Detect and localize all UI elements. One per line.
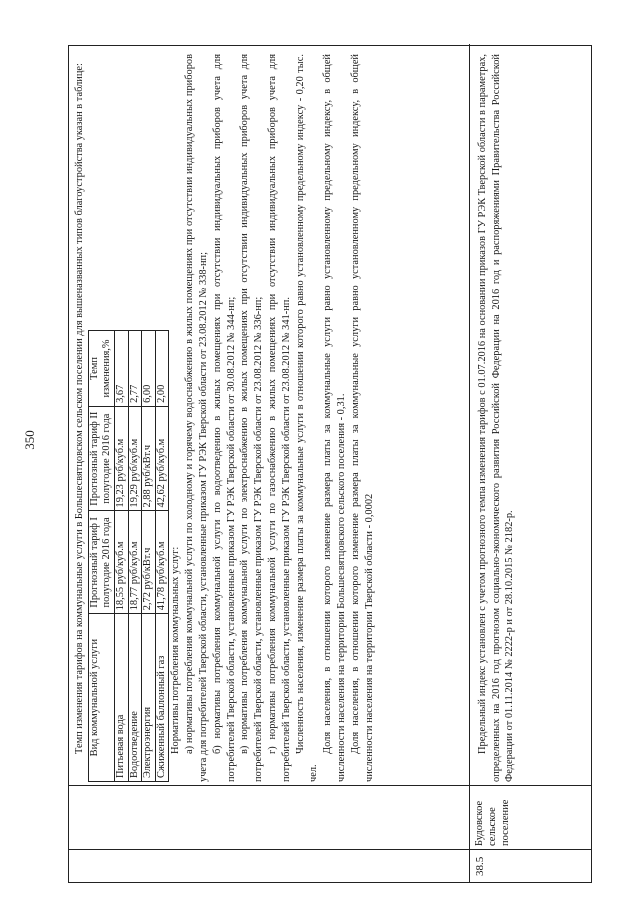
- table-cell: 19,23 руб/куб.м: [114, 406, 128, 511]
- table-row: [142, 331, 156, 782]
- table-row: [128, 331, 142, 782]
- column-divider: [69, 849, 591, 850]
- table-row: [155, 331, 169, 782]
- population-share-paragraph: Доля населения, в отношении которого изменение размера платы за коммунальные услуги равно установленному предельному индексу, в общей численности населения на территории Большесвятцовского сельского поселения - 0,31.: [322, 54, 347, 782]
- table-cell: 2,72 руб/кВт.ч: [142, 511, 156, 614]
- table-cell: Сжиженный баллонный газ: [155, 614, 169, 782]
- table-cell: 2,77: [128, 331, 142, 407]
- table-cell: 42,62 руб/куб.м: [155, 406, 169, 511]
- settlement-name: Будовское сельское поселение: [474, 799, 511, 846]
- table-row: [114, 331, 128, 782]
- header-cell: Темп изменения,%: [88, 331, 114, 407]
- table-cell: 41,78 руб/куб.м: [155, 511, 169, 614]
- population-paragraph: Численность населения, изменение размера платы за коммунальные услуги в отношении которого равно установленному предельному индексу - 0,20 тыс. чел.: [294, 54, 320, 782]
- norms-paragraph: б) нормативы потребления коммунальной услуги по водоотведению в жилых помещениях при отсутствии индивидуальных приборов учета для потребителей Тверской области, установленные приказом ГУ РЭК Тверской области от 30.08.2012 № 344-нп;: [211, 54, 237, 782]
- norms-paragraph: в) нормативы потребления коммунальной услуги по электроснабжению в жилых помещениях при отсутствии индивидуальных приборов учета для потребителей Тверской области, установленные приказом ГУ РЭК Тверской области от 23.08.2012 № 336-нп;: [239, 54, 265, 782]
- header-cell: Вид коммунальной услуги: [88, 614, 114, 782]
- table-cell: 18,77 руб/куб.м: [128, 511, 142, 614]
- tariff-table: [88, 330, 170, 782]
- index-paragraph: Предельный индекс установлен с учетом прогнозного темпа изменения тарифов с 01.07.2016 на основании приказов ГУ РЭК Тверской области в параметрах, определенных на 2016 год прогнозом социально-экономического развития Российской Федерации на 2016 год и распоряжениями Правительства Российской Федерации от 01.11.2014 № 2222-р и от 28.10.2015 № 2182-р.: [477, 54, 516, 782]
- document-table: [68, 45, 592, 883]
- row-divider: [469, 44, 470, 882]
- table-cell: Водоотведение: [128, 614, 142, 782]
- upper-row-content: [73, 54, 376, 782]
- table-cell: Электроэнергия: [142, 614, 156, 782]
- table-cell: 3,67: [114, 331, 128, 407]
- table-cell: 18,55 руб/куб.м: [114, 511, 128, 614]
- header-cell: Прогнозный тариф II полугодие 2016 года: [88, 406, 114, 511]
- table-cell: 19,29 руб/куб.м: [128, 406, 142, 511]
- intro-text: Темп изменения тарифов на коммунальные услуги в Большесвятцовском сельском поселении для вышеназванных типов благоустройства указан в таблице:: [74, 63, 85, 754]
- rotated-page: [68, 45, 592, 883]
- table-cell: Питьевая вода: [114, 614, 128, 782]
- norms-paragraph: а) нормативы потребления коммунальной услуги по холодному и горячему водоснабжению в жилых помещениях при отсутствии индивидуальных приборов учета для потребителей Тверской области, установленные приказом ГУ РЭК Тверской области от 23.08.2012 № 338-нп;: [184, 54, 209, 782]
- header-cell: Прогнозный тариф I полугодие 2016 года: [88, 511, 114, 614]
- population-share-paragraph: Доля населения, в отношении которого изменение размера платы за коммунальные услуги равно установленному предельному индексу, в общей численности населения на территории Тверской области - 0,0002: [349, 54, 375, 782]
- row-number: 38.5: [474, 856, 486, 876]
- norms-heading: Нормативы потребления коммунальных услуг:: [170, 546, 182, 754]
- column-divider: [69, 785, 591, 786]
- table-cell: 6,00: [142, 331, 156, 407]
- lower-row-content: [476, 54, 517, 782]
- table-header-row: [88, 331, 114, 782]
- norms-paragraph: г) нормативы потребления коммунальной услуги по газоснабжению в жилых помещениях при отсутствии индивидуальных приборов учета для потребителей Тверской области, установленные приказом ГУ РЭК Тверской области от 23.08.2012 № 341-нп.: [266, 54, 292, 782]
- table-cell: 2,00: [155, 331, 169, 407]
- table-cell: 2,88 руб/кВт.ч: [142, 406, 156, 511]
